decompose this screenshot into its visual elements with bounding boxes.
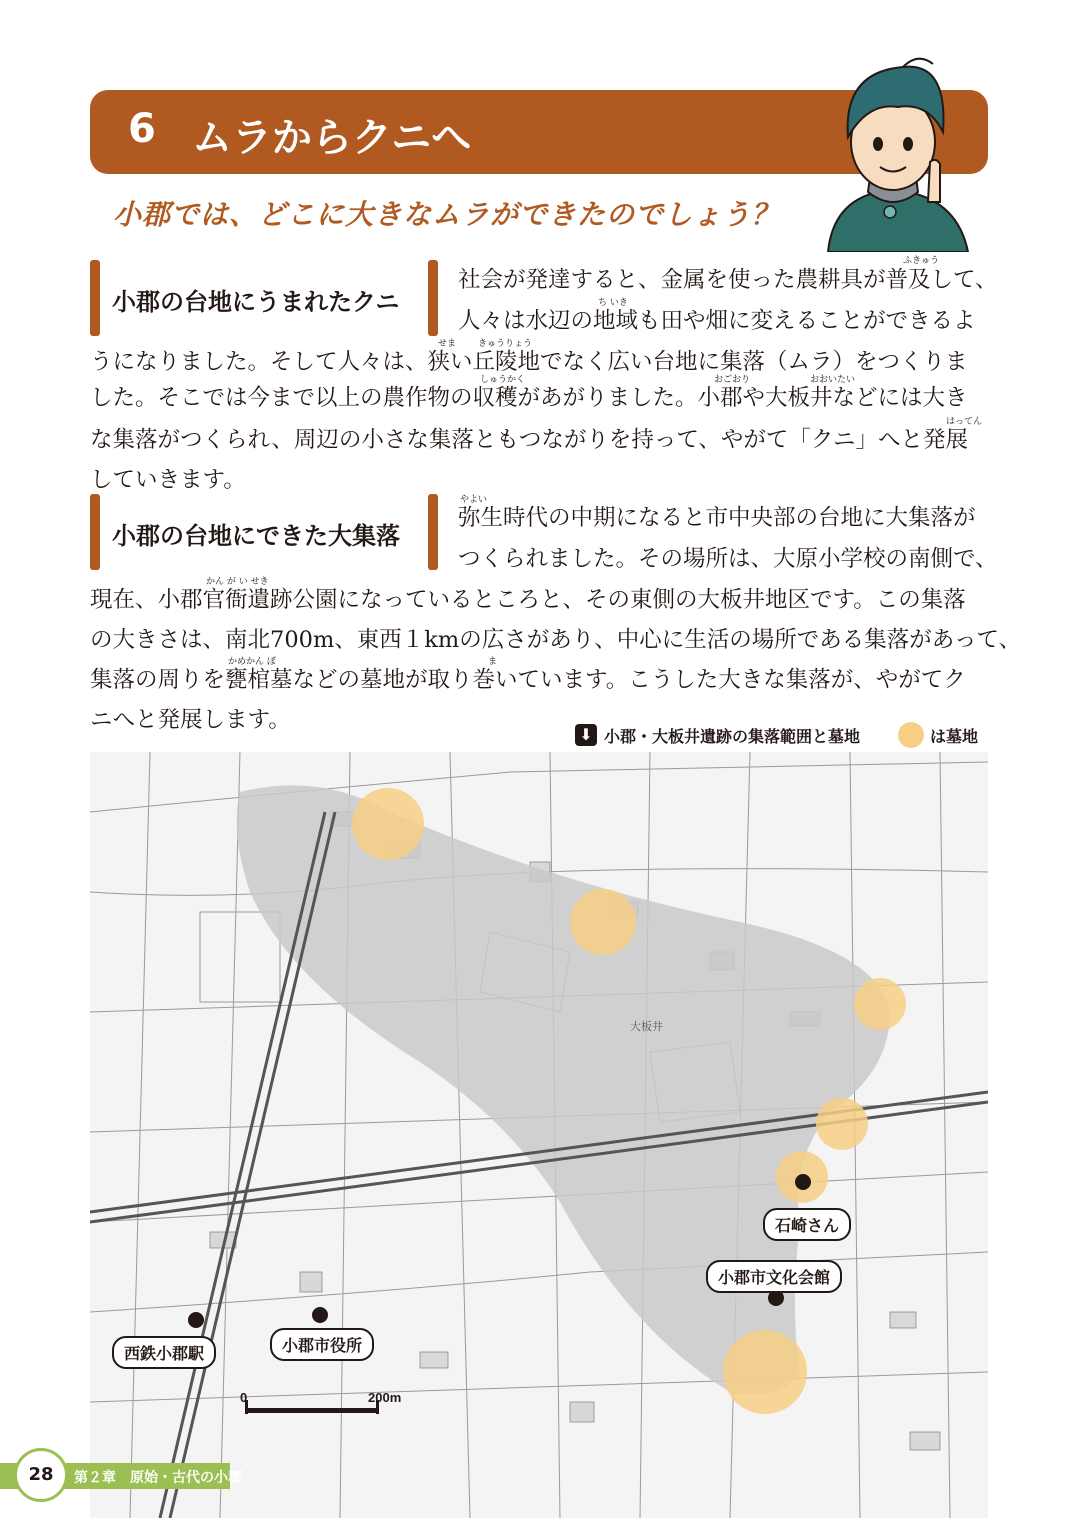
cemetery-3 — [854, 978, 906, 1030]
ruby-kangaiseki: かん が い せき — [206, 577, 269, 587]
heading-bar-left — [90, 494, 100, 570]
ruby-kyuryo: きゅうりょう — [478, 339, 533, 349]
chapter-title: ムラからクニへ — [192, 115, 472, 161]
map-caption: 小郡・大板井遺跡の集落範囲と墓地 — [604, 727, 861, 746]
ruby-ogori: おごおり — [714, 375, 751, 385]
section-heading-2 — [90, 494, 440, 570]
section-heading-1-label: 小郡の台地にうまれたクニ — [112, 288, 400, 316]
ruby-chiiki: ち いき — [598, 298, 628, 308]
section1-line-5: な集落がつくられ、周辺の小さな集落ともつながりを持って、やがて「クニ」へと発展 — [90, 427, 968, 453]
section2-line-6: ニへと発展します。 — [90, 707, 291, 733]
ruby-ma: ま — [488, 657, 498, 667]
section1-line-2: 人々は水辺の地域も田や畑に変えることができるよ — [458, 308, 976, 334]
cemetery-legend-swatch — [898, 722, 924, 748]
chapter-number: 6 — [128, 106, 156, 152]
heading-bar-right — [428, 260, 438, 336]
ishizaki-label: 石崎さん — [763, 1208, 851, 1241]
section1-line-6: していきます。 — [90, 467, 246, 493]
cityhall-label: 小郡市役所 — [270, 1328, 374, 1361]
ruby-oitai: おおいたい — [810, 375, 856, 385]
section2-line-5: 集落の周りを甕棺墓などの墓地が取り巻いています。こうした大きな集落が、やがてク — [90, 667, 966, 693]
ruby-hatten: はってん — [946, 417, 983, 427]
ruby-shukaku: しゅうかく — [480, 375, 526, 385]
ruby-yayoi: やよい — [460, 495, 488, 505]
ishizaki-dot — [795, 1174, 811, 1190]
ruby-fukyu: ふきゅう — [903, 256, 940, 266]
section1-line-4: した。そこでは今まで以上の農作物の収穫があがりました。小郡や大板井などには大き — [90, 385, 968, 411]
section-heading-2-label: 小郡の台地にできた大集落 — [112, 522, 400, 550]
scale-end-label: 200m — [368, 1390, 402, 1405]
mascot-character-illustration — [808, 52, 978, 252]
ruby-kamekanbo: かめかん ぼ — [228, 657, 276, 667]
cemetery-1 — [352, 788, 424, 860]
scale-start-label: 0 — [240, 1390, 248, 1405]
heading-bar-right — [428, 494, 438, 570]
lesson-question: 小郡では、どこに大きなムラができたのでしょう？ — [113, 198, 781, 231]
cemetery-4 — [816, 1098, 868, 1150]
cemetery-2 — [570, 889, 636, 955]
section2-line-3: 現在、小郡官衙遺跡公園になっているところと、その東側の大板井地区です。この集落 — [90, 587, 966, 613]
page-number: 28 — [14, 1448, 68, 1502]
down-arrow-icon: ⬇ — [575, 724, 597, 746]
station-dot — [188, 1312, 204, 1328]
station-label: 西鉄小郡駅 — [112, 1336, 216, 1369]
section1-line-3: うになりました。そして人々は、狭い丘陵地でなく広い台地に集落（ムラ）をつくりま — [90, 349, 968, 375]
settlement-map — [90, 752, 988, 1518]
section1-line-1: 社会が発達すると、金属を使った農耕具が普及して、 — [458, 267, 998, 293]
chapter-footer: 第２章 原始・古代の小郡 — [74, 1470, 242, 1486]
bunka-kaikan-label: 小郡市文化会館 — [706, 1260, 842, 1293]
section-heading-1 — [90, 260, 440, 336]
ruby-sema: せま — [438, 339, 457, 349]
section2-line-1: 弥生時代の中期になると市中央部の台地に大集落が — [458, 505, 976, 531]
street-label: 大板井 — [630, 1021, 663, 1033]
section2-line-2: つくられました。その場所は、大原小学校の南側で、 — [458, 546, 998, 572]
cemetery-legend-label: は墓地 — [930, 727, 979, 746]
section2-line-4: の大きさは、南北700m、東西１kmの広さがあり、中心に生活の場所である集落があって、 — [90, 627, 1022, 653]
cemetery-6 — [723, 1330, 807, 1414]
heading-bar-left — [90, 260, 100, 336]
cityhall-dot — [312, 1307, 328, 1323]
